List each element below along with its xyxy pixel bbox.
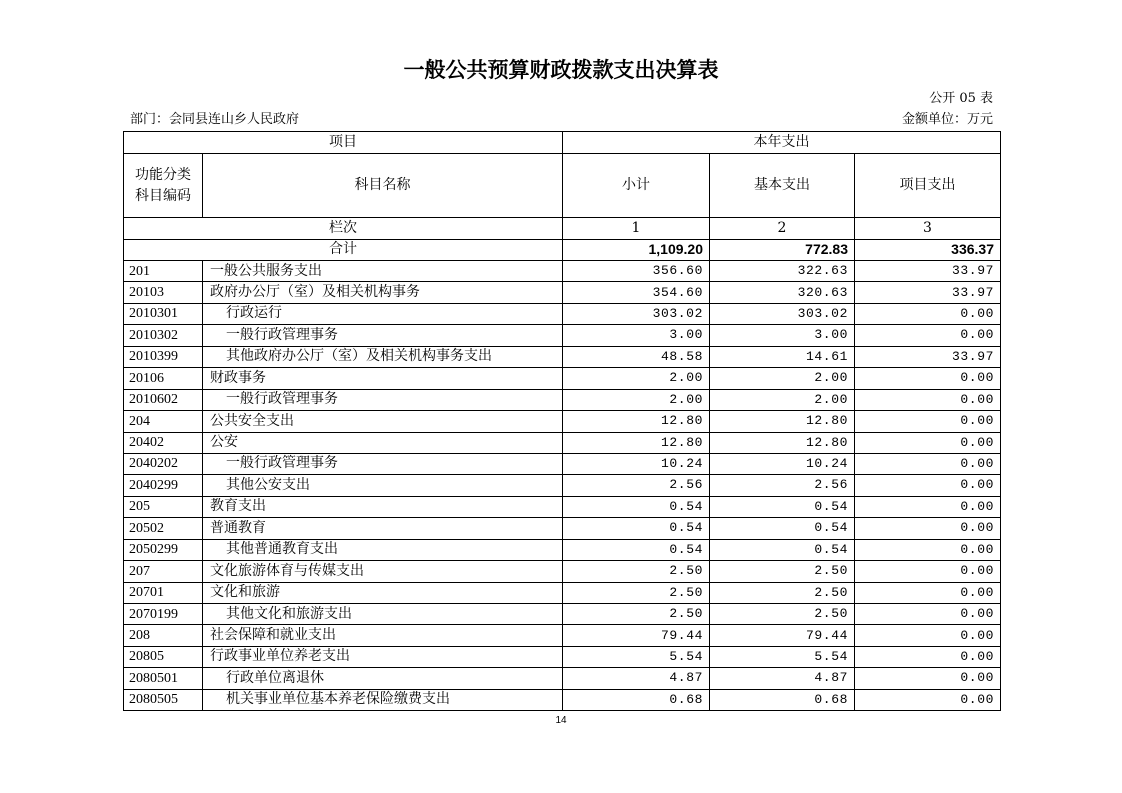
subject-name-cell: 一般行政管理事务 [203, 389, 563, 410]
subject-name-cell: 社会保障和就业支出 [203, 625, 563, 646]
project-expense-cell: 0.00 [855, 303, 1001, 324]
project-expense-cell: 33.97 [855, 261, 1001, 282]
basic-expense-cell: 303.02 [710, 303, 855, 324]
function-code-cell: 2080501 [124, 668, 203, 689]
header-row-group [124, 132, 1001, 154]
function-code-cell: 2040202 [124, 453, 203, 474]
function-code-cell: 2010602 [124, 389, 203, 410]
function-code-cell: 20106 [124, 368, 203, 389]
function-code-cell: 201 [124, 261, 203, 282]
project-expense-cell: 0.00 [855, 475, 1001, 496]
project-expense-cell: 0.00 [855, 646, 1001, 667]
subject-name-cell: 教育支出 [203, 496, 563, 517]
basic-expense-cell: 79.44 [710, 625, 855, 646]
current-year-expense-header: 本年支出 [563, 132, 1001, 154]
subject-name-cell: 一般公共服务支出 [203, 261, 563, 282]
basic-expense-cell: 12.80 [710, 411, 855, 432]
table-row [124, 518, 1001, 539]
project-expense-cell: 0.00 [855, 453, 1001, 474]
table-row [124, 282, 1001, 303]
project-expense-cell: 0.00 [855, 604, 1001, 625]
function-code-cell: 20805 [124, 646, 203, 667]
basic-expense-cell: 0.68 [710, 689, 855, 710]
subtotal-cell: 3.00 [563, 325, 710, 346]
table-row [124, 625, 1001, 646]
function-code-cell: 20502 [124, 518, 203, 539]
column-index-row [124, 218, 1001, 240]
function-code-header [124, 154, 203, 218]
header-row-columns [124, 154, 1001, 218]
basic-expense-cell: 10.24 [710, 453, 855, 474]
function-code-cell: 2050299 [124, 539, 203, 560]
subtotal-cell: 2.00 [563, 368, 710, 389]
form-number: 公开 05 表 [929, 91, 993, 106]
subtotal-cell: 5.54 [563, 646, 710, 667]
project-expense-header: 项目支出 [855, 154, 1001, 218]
table-row [124, 496, 1001, 517]
subject-name-cell: 行政单位离退休 [203, 668, 563, 689]
subject-name-cell: 公共安全支出 [203, 411, 563, 432]
table-row [124, 668, 1001, 689]
subtotal-cell: 354.60 [563, 282, 710, 303]
column-index-label: 栏次 [124, 218, 563, 240]
function-code-cell: 207 [124, 561, 203, 582]
basic-expense-cell: 2.00 [710, 368, 855, 389]
function-code-cell: 20103 [124, 282, 203, 303]
subtotal-cell: 10.24 [563, 453, 710, 474]
page-number: 14 [555, 715, 567, 726]
basic-expense-cell: 320.63 [710, 282, 855, 303]
basic-expense-header: 基本支出 [710, 154, 855, 218]
table-row [124, 453, 1001, 474]
subtotal-cell: 2.00 [563, 389, 710, 410]
basic-expense-cell: 14.61 [710, 346, 855, 367]
subject-name-cell: 其他普通教育支出 [203, 539, 563, 560]
total-label: 合计 [124, 240, 563, 261]
project-expense-cell: 0.00 [855, 561, 1001, 582]
project-expense-cell: 33.97 [855, 346, 1001, 367]
function-code-cell: 20402 [124, 432, 203, 453]
project-expense-cell: 0.00 [855, 668, 1001, 689]
project-expense-cell: 0.00 [855, 496, 1001, 517]
project-expense-cell: 0.00 [855, 325, 1001, 346]
subject-name-header: 科目名称 [203, 154, 563, 218]
subject-name-cell: 其他文化和旅游支出 [203, 604, 563, 625]
project-expense-cell: 0.00 [855, 689, 1001, 710]
function-code-cell: 20701 [124, 582, 203, 603]
table-row [124, 411, 1001, 432]
subtotal-cell: 48.58 [563, 346, 710, 367]
subject-name-cell: 普通教育 [203, 518, 563, 539]
subject-name-cell: 其他公安支出 [203, 475, 563, 496]
subtotal-cell: 79.44 [563, 625, 710, 646]
subject-name-cell: 政府办公厅（室）及相关机构事务 [203, 282, 563, 303]
project-expense-cell: 0.00 [855, 368, 1001, 389]
basic-expense-cell: 322.63 [710, 261, 855, 282]
basic-expense-cell: 3.00 [710, 325, 855, 346]
subtotal-cell: 0.68 [563, 689, 710, 710]
project-header: 项目 [124, 132, 563, 154]
project-expense-cell: 33.97 [855, 282, 1001, 303]
subject-name-cell: 财政事务 [203, 368, 563, 389]
subtotal-cell: 356.60 [563, 261, 710, 282]
subtotal-cell: 0.54 [563, 518, 710, 539]
table-row [124, 539, 1001, 560]
function-code-header-line1: 功能分类 [135, 166, 191, 183]
subject-name-cell: 行政运行 [203, 303, 563, 324]
function-code-cell: 2010301 [124, 303, 203, 324]
table-header [124, 132, 1001, 261]
basic-expense-cell: 2.00 [710, 389, 855, 410]
function-code-cell: 204 [124, 411, 203, 432]
basic-expense-cell: 2.50 [710, 582, 855, 603]
project-expense-cell: 0.00 [855, 432, 1001, 453]
column-index-2: 2 [710, 218, 855, 240]
department-label: 部门：会同县连山乡人民政府 [130, 112, 300, 127]
expense-table [123, 131, 1001, 711]
function-code-cell: 2080505 [124, 689, 203, 710]
basic-expense-cell: 2.50 [710, 604, 855, 625]
project-expense-cell: 0.00 [855, 389, 1001, 410]
subject-name-cell: 一般行政管理事务 [203, 453, 563, 474]
subject-name-cell: 行政事业单位养老支出 [203, 646, 563, 667]
table-row [124, 261, 1001, 282]
table-row [124, 604, 1001, 625]
table-row [124, 432, 1001, 453]
table-row [124, 561, 1001, 582]
project-expense-cell: 0.00 [855, 411, 1001, 432]
subject-name-cell: 文化和旅游 [203, 582, 563, 603]
basic-expense-cell: 5.54 [710, 646, 855, 667]
column-index-1: 1 [563, 218, 710, 240]
basic-expense-cell: 0.54 [710, 496, 855, 517]
subject-name-cell: 其他政府办公厅（室）及相关机构事务支出 [203, 346, 563, 367]
function-code-cell: 2070199 [124, 604, 203, 625]
total-basic-expense-cell: 772.83 [710, 240, 855, 261]
table-row [124, 368, 1001, 389]
function-code-cell: 205 [124, 496, 203, 517]
subtotal-cell: 2.50 [563, 604, 710, 625]
function-code-cell: 2040299 [124, 475, 203, 496]
subject-name-cell: 文化旅游体育与传媒支出 [203, 561, 563, 582]
subtotal-cell: 12.80 [563, 432, 710, 453]
subtotal-cell: 0.54 [563, 496, 710, 517]
function-code-cell: 208 [124, 625, 203, 646]
basic-expense-cell: 12.80 [710, 432, 855, 453]
table-row [124, 646, 1001, 667]
basic-expense-cell: 0.54 [710, 539, 855, 560]
function-code-cell: 2010399 [124, 346, 203, 367]
project-expense-cell: 0.00 [855, 625, 1001, 646]
total-subtotal-cell: 1,109.20 [563, 240, 710, 261]
subject-name-cell: 一般行政管理事务 [203, 325, 563, 346]
table-row [124, 582, 1001, 603]
function-code-cell: 2010302 [124, 325, 203, 346]
project-expense-cell: 0.00 [855, 582, 1001, 603]
subtotal-cell: 2.50 [563, 582, 710, 603]
subtotal-cell: 4.87 [563, 668, 710, 689]
column-index-3: 3 [855, 218, 1001, 240]
total-row [124, 240, 1001, 261]
subtotal-cell: 0.54 [563, 539, 710, 560]
expense-rows [124, 261, 1001, 711]
table-row [124, 475, 1001, 496]
page-title: 一般公共预算财政拨款支出决算表 [403, 58, 719, 82]
subtotal-cell: 303.02 [563, 303, 710, 324]
table-row [124, 689, 1001, 710]
basic-expense-cell: 0.54 [710, 518, 855, 539]
subtotal-cell: 2.50 [563, 561, 710, 582]
amount-unit-label: 金额单位：万元 [901, 112, 993, 127]
table-row [124, 303, 1001, 324]
table-row [124, 389, 1001, 410]
subtotal-header: 小计 [563, 154, 710, 218]
subtotal-cell: 2.56 [563, 475, 710, 496]
total-project-expense-cell: 336.37 [855, 240, 1001, 261]
table-row [124, 346, 1001, 367]
basic-expense-cell: 2.50 [710, 561, 855, 582]
table-row [124, 325, 1001, 346]
subtotal-cell: 12.80 [563, 411, 710, 432]
project-expense-cell: 0.00 [855, 539, 1001, 560]
subject-name-cell: 公安 [203, 432, 563, 453]
subject-name-cell: 机关事业单位基本养老保险缴费支出 [203, 689, 563, 710]
basic-expense-cell: 2.56 [710, 475, 855, 496]
project-expense-cell: 0.00 [855, 518, 1001, 539]
function-code-header-line2: 科目编码 [135, 187, 191, 204]
basic-expense-cell: 4.87 [710, 668, 855, 689]
